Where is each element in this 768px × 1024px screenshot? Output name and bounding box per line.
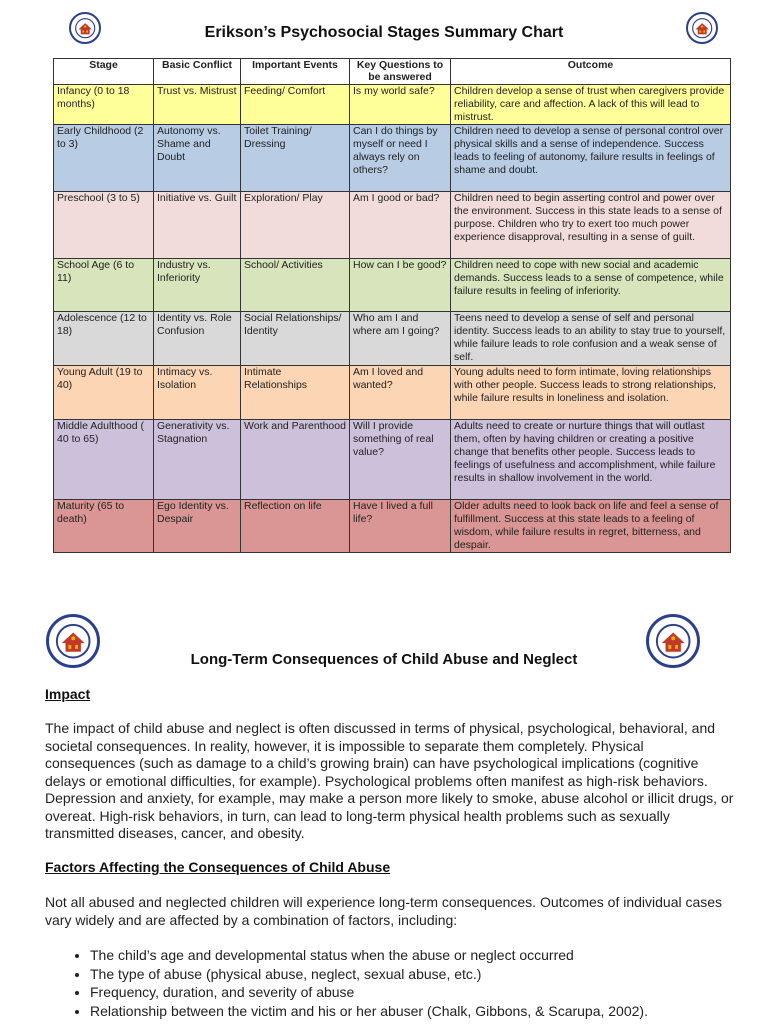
cell-conflict: Initiative vs. Guilt xyxy=(154,192,241,259)
list-item: • Relationship between the victim and his or her abuser (Chalk, Gibbons, & Scarupa, 2002). xyxy=(90,1002,768,1021)
cell-outcome: Older adults need to look back on life and feel a sense of fulfillment. Success at this state leads to a feeling of wisdom, while failure results in regret, bitterness, and despair. xyxy=(451,500,731,553)
header-outcome: Outcome xyxy=(451,59,731,85)
cell-question: Who am I and where am I going? xyxy=(350,312,451,366)
table-row xyxy=(54,420,731,500)
cell-events: Social Relationships/ Identity xyxy=(241,312,350,366)
cell-stage: Infancy (0 to 18 months) xyxy=(54,85,154,125)
cell-stage: Maturity (65 to death) xyxy=(54,500,154,553)
cell-question: Is my world safe? xyxy=(350,85,451,125)
table-row xyxy=(54,259,731,312)
cell-conflict: Generativity vs. Stagnation xyxy=(154,420,241,500)
table-row xyxy=(54,312,731,366)
cell-events: Feeding/ Comfort xyxy=(241,85,350,125)
cell-stage: Middle Adulthood ( 40 to 65) xyxy=(54,420,154,500)
factors-heading: Factors Affecting the Consequences of Child Abuse xyxy=(45,859,391,875)
table-row xyxy=(54,366,731,420)
list-item: • The type of abuse (physical abuse, neglect, sexual abuse, etc.) xyxy=(90,965,768,984)
cell-events: Intimate Relationships xyxy=(241,366,350,420)
table-header-row xyxy=(54,59,731,85)
list-item: • Frequency, duration, and severity of abuse xyxy=(90,983,768,1002)
cell-outcome: Teens need to develop a sense of self and personal identity. Success leads to an ability to stay true to yourself, while failure leads to role confusion and a weak sense of self. xyxy=(451,312,731,366)
cell-stage: School Age (6 to 11) xyxy=(54,259,154,312)
table-row xyxy=(54,125,731,192)
factors-paragraph: Not all abused and neglected children will experience long-term consequences. Outcomes of individual cases vary widely and are affected by a combination of factors, including: xyxy=(45,894,723,928)
cell-outcome: Children need to develop a sense of personal control over physical skills and a sense of independence. Success leads to feeling of autonomy, failure results in feelings of shame and doubt. xyxy=(451,125,731,192)
article-title: Long-Term Consequences of Child Abuse and Neglect xyxy=(190,651,578,668)
cell-question: Will I provide something of real value? xyxy=(350,420,451,500)
cell-events: Exploration/ Play xyxy=(241,192,350,259)
cell-stage: Preschool (3 to 5) xyxy=(54,192,154,259)
table-row xyxy=(54,85,731,125)
cell-outcome: Children need to begin asserting control and power over the environment. Success in this state leads to a sense of purpose. Children who try to exert too much power experience disapproval, resulting in a sense of guilt. xyxy=(451,192,731,259)
table-row xyxy=(54,500,731,553)
cell-conflict: Autonomy vs. Shame and Doubt xyxy=(154,125,241,192)
cell-stage: Adolescence (12 to 18) xyxy=(54,312,154,366)
cell-question: How can I be good? xyxy=(350,259,451,312)
cell-events: School/ Activities xyxy=(241,259,350,312)
cell-outcome: Young adults need to form intimate, loving relationships with other people. Success leads to strong relationships, while failure results in loneliness and isolation. xyxy=(451,366,731,420)
table-row xyxy=(54,192,731,259)
factors-list xyxy=(45,946,768,1020)
header-question: Key Questions to be answered xyxy=(350,59,451,85)
stages-table xyxy=(53,58,731,553)
cell-question: Can I do things by myself or need I always rely on others? xyxy=(350,125,451,192)
cell-stage: Early Childhood (2 to 3) xyxy=(54,125,154,192)
list-item: • The child’s age and developmental status when the abuse or neglect occurred xyxy=(90,946,768,965)
cell-conflict: Trust vs. Mistrust xyxy=(154,85,241,125)
impact-heading: Impact xyxy=(45,686,91,702)
cell-stage: Young Adult (19 to 40) xyxy=(54,366,154,420)
cell-events: Work and Parenthood xyxy=(241,420,350,500)
header-events: Important Events xyxy=(241,59,350,85)
cell-conflict: Identity vs. Role Confusion xyxy=(154,312,241,366)
cell-question: Have I lived a full life? xyxy=(350,500,451,553)
cell-outcome: Children develop a sense of trust when caregivers provide reliability, care and affection. A lack of this will lead to mistrust. xyxy=(451,85,731,125)
impact-paragraph: The impact of child abuse and neglect is often discussed in terms of physical, psychological, behavioral, and societal consequences. In reality, however, it is impossible to separate them completely. Physical consequences (such as damage to a child’s growing brain) can have psychological implications (cognitive delays or emotional difficulties, for example). Psychological problems often manifest as high-risk behaviors. Depression and anxiety, for example, may make a person more likely to smoke, abuse alcohol or illicit drugs, or overeat. High-risk behaviors, in turn, can lead to long-term physical health problems such as sexually transmitted diseases, cancer, and obesity. xyxy=(45,720,734,841)
cell-outcome: Children need to cope with new social and academic demands. Success leads to a sense of competence, while failure results in feeling of inferiority. xyxy=(451,259,731,312)
cell-question: Am I loved and wanted? xyxy=(350,366,451,420)
cell-outcome: Adults need to create or nurture things that will outlast them, often by having children or creating a positive change that benefits other people. Success leads to feelings of usefulness and accomplishment, while failure results in shallow involvement in the world. xyxy=(451,420,731,500)
cell-events: Toilet Training/ Dressing xyxy=(241,125,350,192)
cell-conflict: Intimacy vs. Isolation xyxy=(154,366,241,420)
header-stage: Stage xyxy=(54,59,154,85)
cell-events: Reflection on life xyxy=(241,500,350,553)
header-conflict: Basic Conflict xyxy=(154,59,241,85)
cell-question: Am I good or bad? xyxy=(350,192,451,259)
cell-conflict: Ego Identity vs. Despair xyxy=(154,500,241,553)
cell-conflict: Industry vs. Inferiority xyxy=(154,259,241,312)
chart-title: Erikson’s Psychosocial Stages Summary Chart xyxy=(204,24,564,41)
